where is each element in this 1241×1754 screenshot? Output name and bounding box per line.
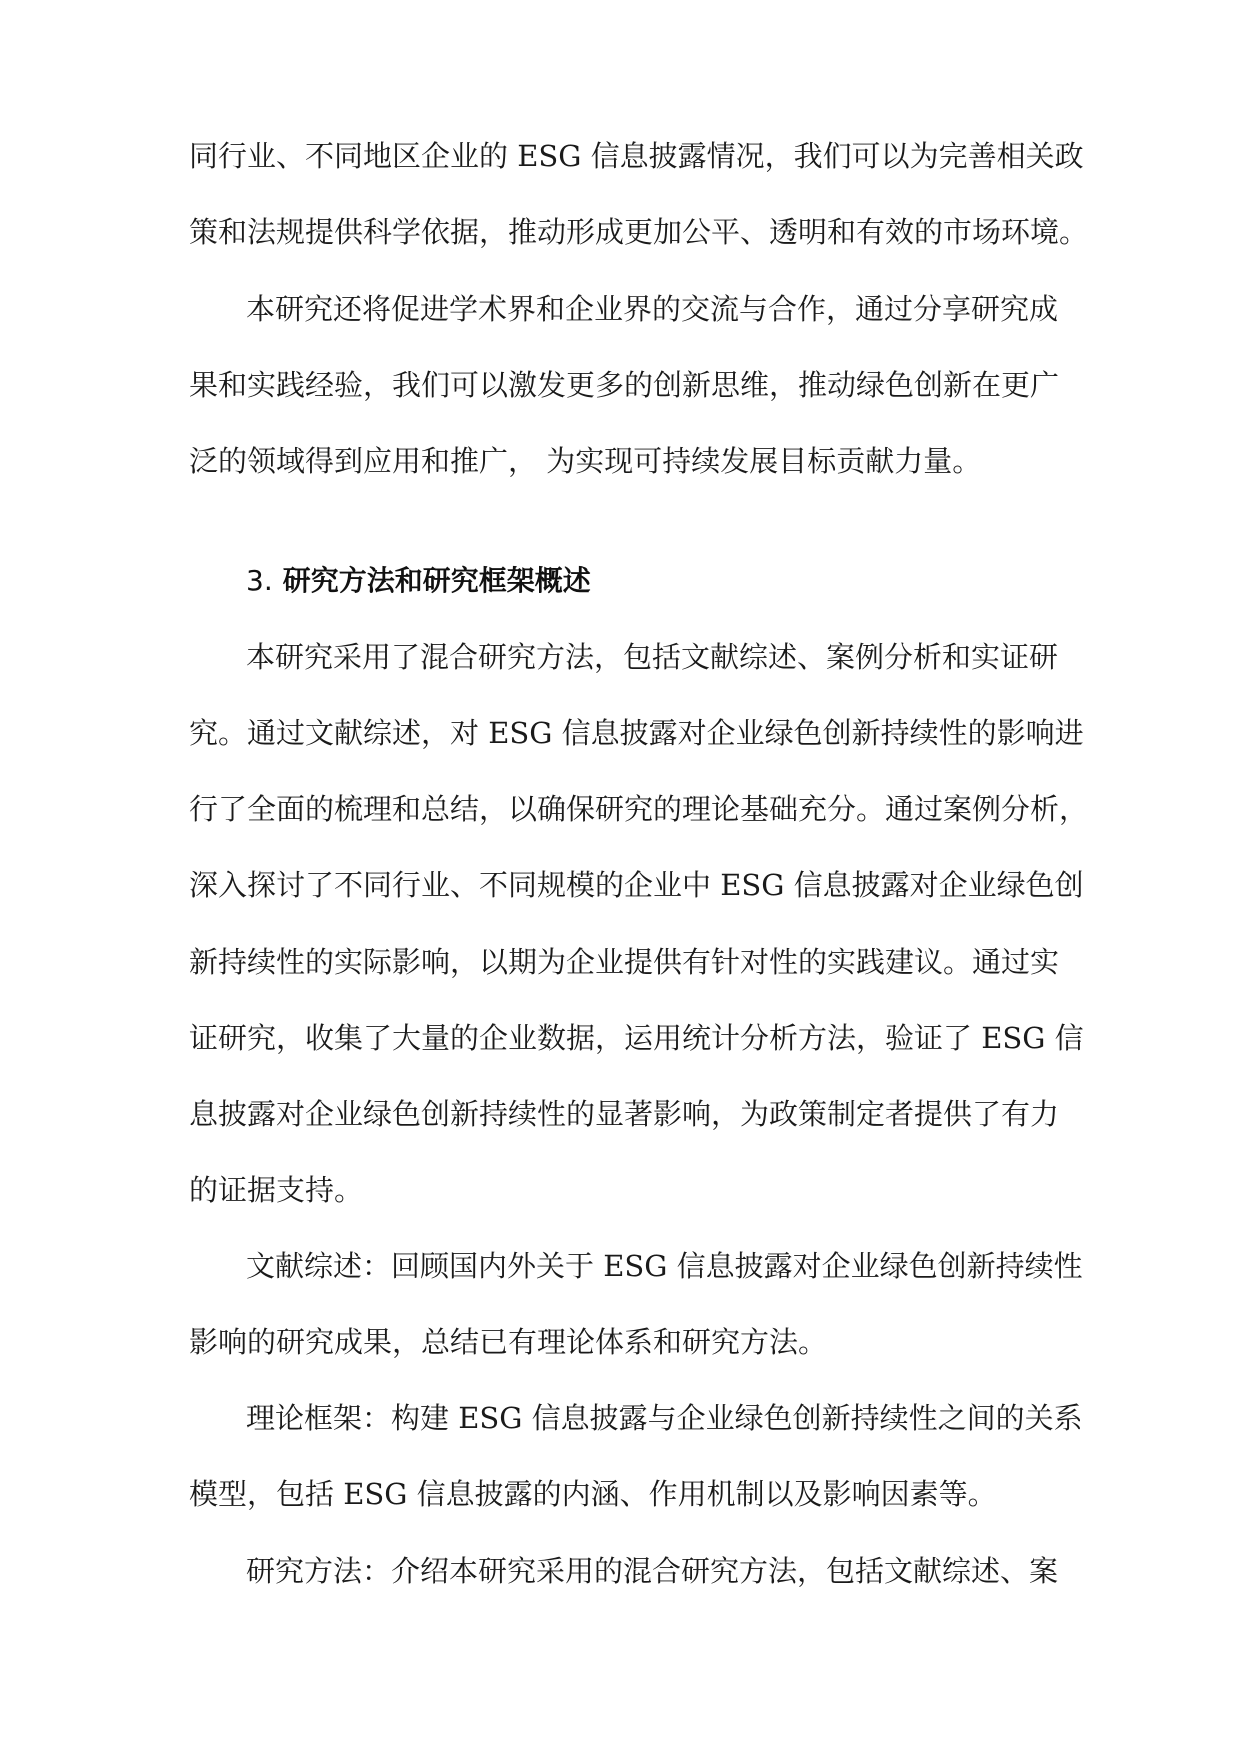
- paragraph-3-line-5: 新持续性的实际影响，以期为企业提供有针对性的实践建议。通过实: [189, 945, 1060, 979]
- paragraph-3-line-2: 究。通过文献综述，对 ESG 信息披露对企业绿色创新持续性的影响进: [189, 716, 1084, 750]
- paragraph-3-line-1: 本研究采用了混合研究方法，包括文献综述、案例分析和实证研: [246, 640, 1059, 674]
- paragraph-2-line-1: 本研究还将促进学术界和企业界的交流与合作，通过分享研究成: [246, 292, 1059, 326]
- paragraph-2-line-3: 泛的领域得到应用和推广， 为实现可持续发展目标贡献力量。: [189, 444, 982, 478]
- paragraph-4-line-2: 影响的研究成果，总结已有理论体系和研究方法。: [189, 1325, 828, 1359]
- paragraph-6-line-1: 研究方法：介绍本研究采用的混合研究方法，包括文献综述、案: [246, 1554, 1059, 1588]
- paragraph-3-line-7: 息披露对企业绿色创新持续性的显著影响，为政策制定者提供了有力: [189, 1097, 1060, 1131]
- paragraph-2-line-2: 果和实践经验，我们可以激发更多的创新思维，推动绿色创新在更广: [189, 368, 1060, 402]
- paragraph-4-line-1: 文献综述：回顾国内外关于 ESG 信息披露对企业绿色创新持续性: [246, 1249, 1083, 1283]
- paragraph-1-line-1: 同行业、不同地区企业的 ESG 信息披露情况，我们可以为完善相关政: [189, 139, 1084, 173]
- paragraph-3-line-6: 证研究，收集了大量的企业数据，运用统计分析方法，验证了 ESG 信: [189, 1021, 1084, 1055]
- section-heading: [246, 561, 591, 601]
- paragraph-3-line-8: 的证据支持。: [189, 1173, 364, 1207]
- paragraph-1-line-2: 策和法规提供科学依据，推动形成更加公平、透明和有效的市场环境。: [189, 215, 1089, 249]
- paragraph-5-line-1: 理论框架：构建 ESG 信息披露与企业绿色创新持续性之间的关系: [246, 1401, 1083, 1435]
- paragraph-3-line-4: 深入探讨了不同行业、不同规模的企业中 ESG 信息披露对企业绿色创: [189, 868, 1084, 902]
- paragraph-3-line-3: 行了全面的梳理和总结，以确保研究的理论基础充分。通过案例分析，: [189, 792, 1089, 826]
- section-title: 研究方法和研究框架概述: [282, 564, 591, 597]
- paragraph-5-line-2: 模型，包括 ESG 信息披露的内涵、作用机制以及影响因素等。: [189, 1477, 997, 1511]
- section-number: 3.: [246, 564, 273, 597]
